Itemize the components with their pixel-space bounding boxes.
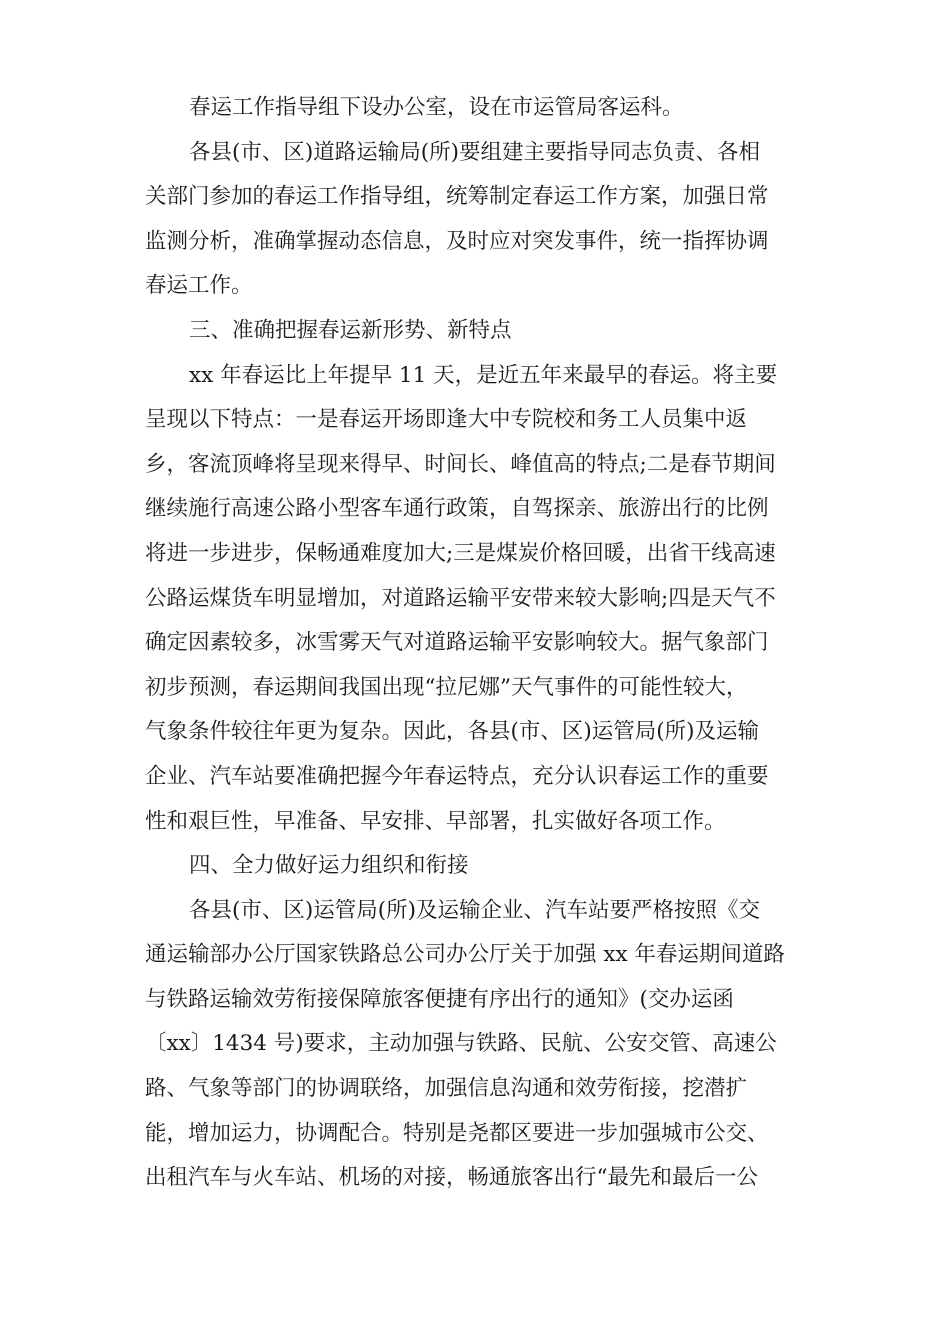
text-line: 各县(市、区)道路运输局(所)要组建主要指导同志负责、各相 bbox=[189, 139, 761, 165]
text-line: 监测分析，准确掌握动态信息，及时应对突发事件，统一指挥协调 bbox=[145, 228, 769, 254]
text-line: 〔xx〕1434 号)要求，主动加强与铁路、民航、公安交管、高速公 bbox=[145, 1031, 777, 1057]
text-line: 气象条件较往年更为复杂。因此，各县(市、区)运管局(所)及运输 bbox=[145, 719, 760, 745]
text-line: 继续施行高速公路小型客车通行政策，自驾探亲、旅游出行的比例 bbox=[145, 496, 769, 522]
text-line: 确定因素较多，冰雪雾天气对道路运输平安影响较大。据气象部门 bbox=[145, 630, 769, 656]
text-line: 性和艰巨性，早准备、早安排、早部署，扎实做好各项工作。 bbox=[145, 808, 726, 834]
text-line: 乡，客流顶峰将呈现来得早、时间长、峰值高的特点;二是春节期间 bbox=[145, 451, 776, 477]
text-line: 路、气象等部门的协调联络，加强信息沟通和效劳衔接，挖潜扩 bbox=[145, 1076, 748, 1102]
text-line: 四、全力做好运力组织和衔接 bbox=[189, 853, 469, 879]
document-body bbox=[145, 86, 807, 1201]
text-line: 公路运煤货车明显增加，对道路运输平安带来较大影响;四是天气不 bbox=[145, 585, 776, 611]
text-line: 初步预测，春运期间我国出现“拉尼娜”天气事件的可能性较大， bbox=[145, 674, 748, 700]
text-line: 各县(市、区)运管局(所)及运输企业、汽车站要严格按照《交 bbox=[189, 897, 761, 923]
text-line: 三、准确把握春运新形势、新特点 bbox=[189, 317, 512, 343]
text-line: 企业、汽车站要准确把握今年春运特点，充分认识春运工作的重要 bbox=[145, 763, 769, 789]
text-line: 呈现以下特点：一是春运开场即逢大中专院校和务工人员集中返 bbox=[145, 407, 748, 433]
text-line: 与铁路运输效劳衔接保障旅客便捷有序出行的通知》(交办运函 bbox=[145, 986, 734, 1012]
text-line: 能，增加运力，协调配合。特别是尧都区要进一步加强城市公交、 bbox=[145, 1120, 769, 1146]
text-line: 出租汽车与火车站、机场的对接，畅通旅客出行“最先和最后一公 bbox=[145, 1165, 758, 1191]
text-line: 关部门参加的春运工作指导组，统筹制定春运工作方案，加强日常 bbox=[145, 184, 769, 210]
text-line: 将进一步进步，保畅通难度加大;三是煤炭价格回暖，出省干线高速 bbox=[145, 540, 776, 566]
text-line: 春运工作。 bbox=[145, 273, 253, 299]
text-line: xx 年春运比上年提早 11 天，是近五年来最早的春运。将主要 bbox=[189, 362, 778, 388]
text-line: 春运工作指导组下设办公室，设在市运管局客运科。 bbox=[189, 95, 684, 120]
text-line: 通运输部办公厅国家铁路总公司办公厅关于加强 xx 年春运期间道路 bbox=[145, 942, 785, 968]
